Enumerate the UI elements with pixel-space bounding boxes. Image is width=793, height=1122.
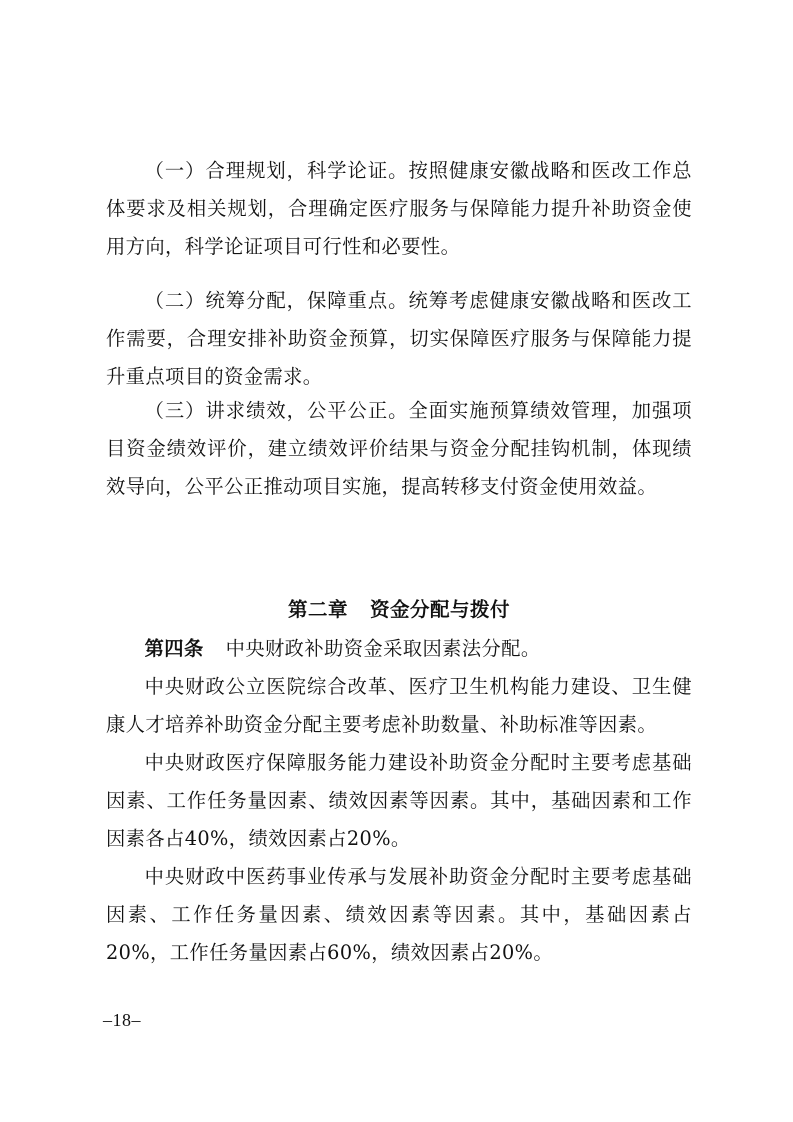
chapter-title: 资金分配与拨付 bbox=[370, 598, 511, 621]
allocation-paragraph-1: 中央财政公立医院综合改革、医疗卫生机构能力建设、卫生健康人才培养补助资金分配主要考虑补助数量、补助标准等因素。 bbox=[106, 675, 692, 736]
article-label: 第四条 bbox=[144, 637, 204, 660]
allocation-paragraph-3: 中央财政中医药事业传承与发展补助资金分配时主要考虑基础因素、工作任务量因素、绩效因素等因素。其中，基础因素占20%，工作任务量因素占60%，绩效因素占20%。 bbox=[106, 865, 692, 964]
allocation-paragraph-2: 中央财政医疗保障服务能力建设补助资金分配时主要考虑基础因素、工作任务量因素、绩效因素等因素。其中，基础因素和工作因素各占40%，绩效因素占20%。 bbox=[106, 751, 692, 850]
principle-paragraph-3: （三）讲求绩效，公平公正。全面实施预算绩效管理，加强项目资金绩效评价，建立绩效评价结果与资金分配挂钩机制，体现绩效导向，公平公正推动项目实施，提高转移支付资金使用效益。 bbox=[106, 399, 692, 498]
chapter-heading bbox=[106, 591, 692, 629]
article-4-paragraph bbox=[106, 630, 692, 668]
principle-paragraph-2: （二）统筹分配，保障重点。统筹考虑健康安徽战略和医改工作需要，合理安排补助资金预算，切实保障医疗服务与保障能力提升重点项目的资金需求。 bbox=[106, 289, 692, 388]
principle-paragraph-1: （一）合理规划，科学论证。按照健康安徽战略和医改工作总体要求及相关规划，合理确定医疗服务与保障能力提升补助资金使用方向，科学论证项目可行性和必要性。 bbox=[106, 159, 692, 258]
page-number: –18– bbox=[103, 1010, 141, 1030]
chapter-number: 第二章 bbox=[287, 598, 348, 621]
article-text: 中央财政补助资金采取因素法分配。 bbox=[225, 637, 541, 660]
